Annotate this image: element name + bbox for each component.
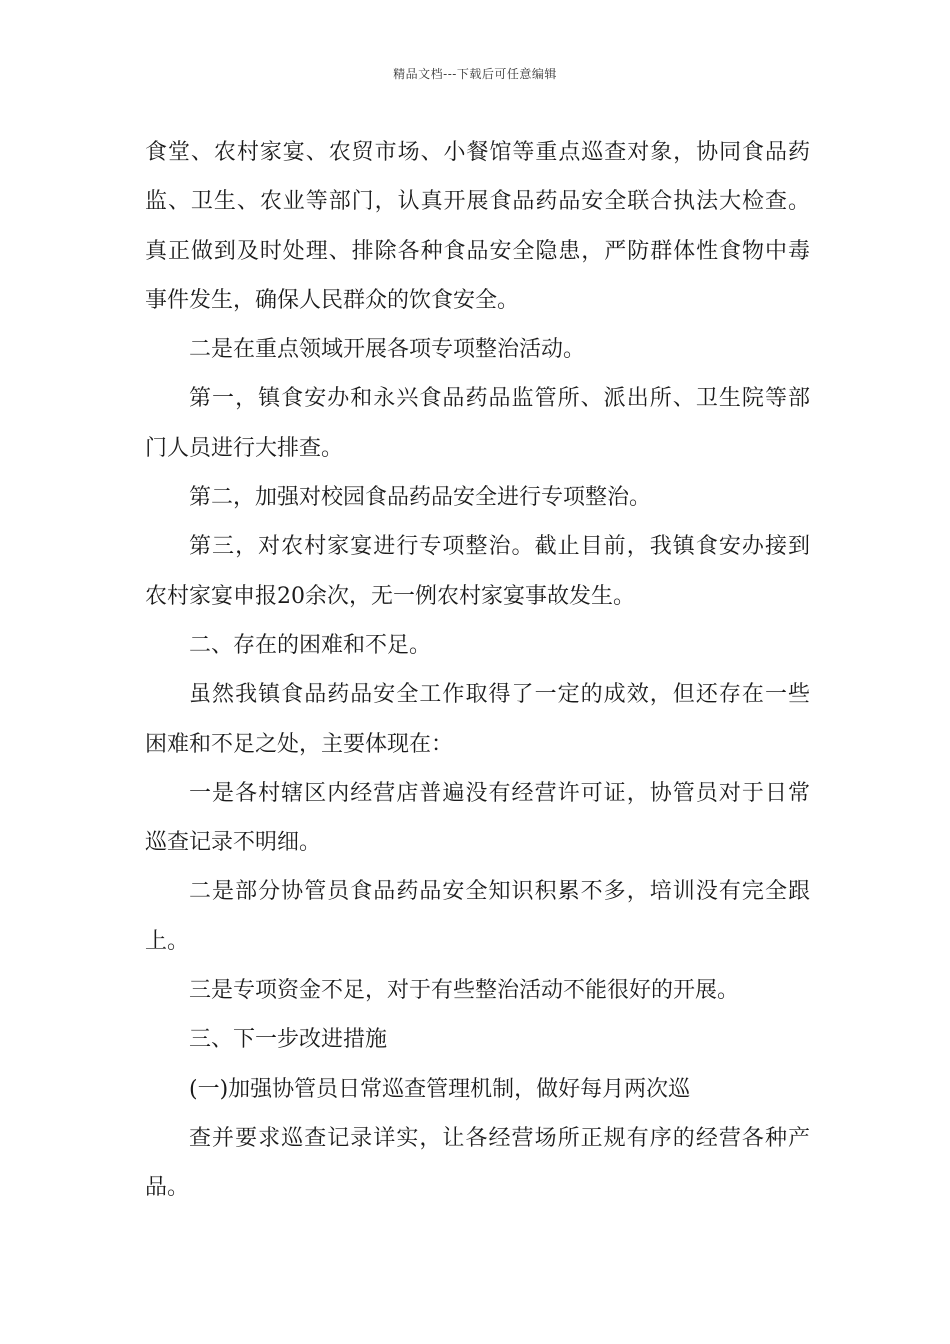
text-line: 查并要求巡查记录详实，让各经营场所正规有序的经营各种产 [189,1125,810,1151]
text-line: 虽然我镇食品药品安全工作取得了一定的成效，但还存在一些 [189,682,810,708]
text-line: 第二，加强对校园食品药品安全进行专项整治。 [189,485,652,511]
text-line: 巡查记录不明细。 [145,830,322,856]
text-line: 第三，对农村家宴进行专项整治。截止目前，我镇食安办接到 [189,534,810,560]
text-line: 事件发生，确保人民群众的饮食安全。 [145,287,520,313]
document-body [145,128,810,1213]
text-line: 品。 [145,1175,190,1201]
text-line: 真正做到及时处理、排除各种食品安全隐患，严防群体性食物中毒 [145,238,810,264]
text-line: 三是专项资金不足，对于有些整治活动不能很好的开展。 [189,978,740,1004]
text-line: 三、下一步改进措施 [189,1027,388,1053]
text-line: 一是各村辖区内经营店普遍没有经营许可证，协管员对于日常 [189,780,810,806]
text-line: 第一，镇食安办和永兴食品药品监管所、派出所、卫生院等部 [189,386,810,412]
page-header: 精品文档---下载后可任意编辑 [393,67,557,81]
text-line: 监、卫生、农业等部门，认真开展食品药品安全联合执法大检查。 [145,189,810,215]
text-line: 农村家宴申报20余次，无一例农村家宴事故发生。 [145,583,635,609]
text-line: 食堂、农村家宴、农贸市场、小餐馆等重点巡查对象，协同食品药 [145,140,810,165]
text-line: (一)加强协管员日常巡查管理机制，做好每月两次巡 [189,1076,691,1102]
text-line: 上。 [145,928,190,954]
text-line: 二、存在的困难和不足。 [189,632,432,658]
text-line: 困难和不足之处，主要体现在： [145,731,454,757]
text-line: 二是在重点领域开展各项专项整治活动。 [189,337,586,363]
text-line: 门人员进行大排查。 [145,435,344,461]
text-line: 二是部分协管员食品药品安全知识积累不多，培训没有完全跟 [189,879,810,905]
